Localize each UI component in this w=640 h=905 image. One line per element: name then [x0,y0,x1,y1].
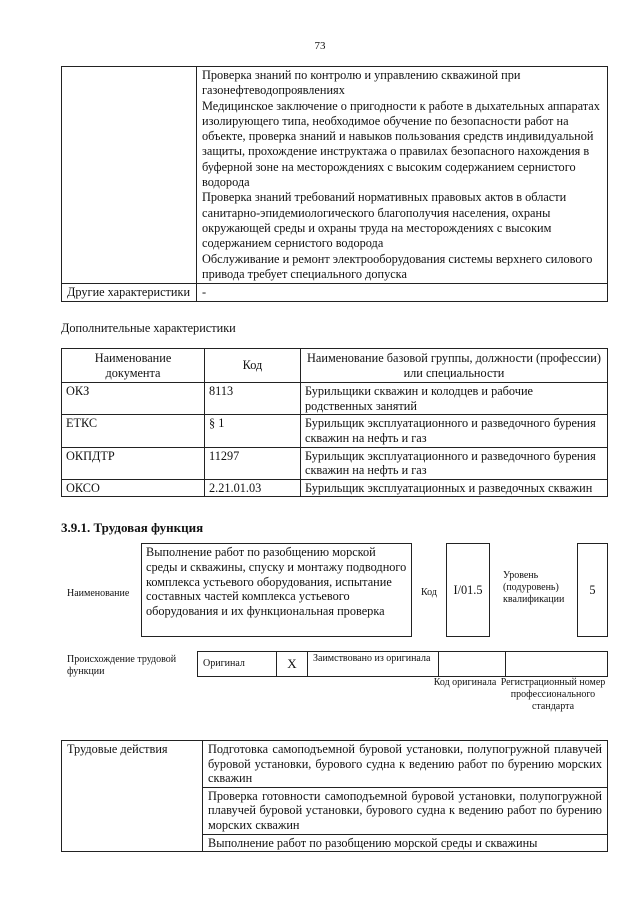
labor-action-item: Выполнение работ по разобщению морской среды и скважины [203,834,608,852]
code-cell: § 1 [205,415,301,447]
additional-characteristics-title: Дополнительные характеристики [61,321,236,335]
origin-label: Происхождение трудовой функции [67,654,177,677]
document-cell: ЕТКС [62,415,205,447]
code-value: I/01.5 [446,543,490,637]
original-mark: X [277,652,308,677]
labor-actions-table [61,740,608,852]
table-row [62,284,608,302]
document-cell: ОКЗ [62,383,205,415]
code-label: Код [421,587,437,598]
group-cell: Бурильщик эксплуатационных и разведочных скважин [301,479,608,497]
table-row [62,479,608,497]
column-header-group: Наименование базовой группы, должности (профессии) или специальности [301,349,608,383]
table-row [62,415,608,447]
borrowed-label: Заимствовано из оригинала [308,652,439,677]
requirements-label-cell [62,67,197,284]
labor-function-name: Выполнение работ по разобщению морской среды и скважины, спуску и монтажу подводного комплекса устьевого оборудования, испытание составных частей комплекса устьевого оборудования и их функциональная проверка [141,543,412,637]
column-header-code: Код [205,349,301,383]
column-header-document: Наименование документа [62,349,205,383]
original-label: Оригинал [198,652,277,677]
labor-action-item: Подготовка самоподъемной буровой установки, полупогружной плавучей буровой установки, бурового судна к ведению работ по бурению морских скважин [203,741,608,788]
other-characteristics-label: Другие характеристики [62,284,197,302]
group-cell: Бурильщик эксплуатационного и разведочного бурения скважин на нефть и газ [301,415,608,447]
requirements-content-cell [197,67,608,284]
group-cell: Бурильщик эксплуатационного и разведочного бурения скважин на нефть и газ [301,447,608,479]
code-cell: 2.21.01.03 [205,479,301,497]
requirement-paragraph: Проверка знаний требований нормативных правовых актов в области санитарно-эпидемиологического благополучия населения, охраны окружающей среды и охраны труда на месторождениях с высоким содержанием сернистого водорода [202,190,567,251]
registration-number-label: Регистрационный номер профессионального стандарта [500,677,606,712]
origin-table [197,651,608,677]
code-original-cell [439,652,506,677]
requirement-paragraph: Обслуживание и ремонт электрооборудования системы верхнего силового привода требует специального допуска [202,251,593,281]
requirement-paragraph: Проверка знаний по контролю и управлению скважиной при газонефтеводопроявлениях [202,68,521,98]
group-cell: Бурильщики скважин и колодцев и рабочие родственных занятий [301,383,608,415]
page-number: 73 [314,40,326,52]
table-header-row [62,349,608,383]
document-cell: ОКПДТР [62,447,205,479]
document-cell: ОКСО [62,479,205,497]
table-row [62,741,608,788]
labor-actions-label: Трудовые действия [62,741,203,852]
other-characteristics-value: - [197,284,608,302]
qualification-level-value: 5 [577,543,608,637]
requirements-table [61,66,608,302]
table-row [62,447,608,479]
additional-characteristics-table [61,348,608,497]
code-original-label: Код оригинала [433,677,497,688]
code-cell: 8113 [205,383,301,415]
labor-action-item: Проверка готовности самоподъемной буровой установки, полупогружной плавучей буровой установки, бурового судна к ведению работ по бурению морских скважин [203,787,608,834]
reg-number-cell [506,652,608,677]
table-row [198,652,608,677]
labor-function-heading: 3.9.1. Трудовая функция [61,520,204,535]
name-label: Наименование [67,588,130,599]
table-row [62,383,608,415]
code-cell: 11297 [205,447,301,479]
table-row [62,67,608,284]
qualification-level-label: Уровень (подуровень) квалификации [503,570,565,605]
requirement-paragraph: Медицинское заключение о пригодности к работе в дыхательных аппаратах изолирующего типа, необходимое обучение по безопасности работ на объекте, проверка знаний и навыков пользования средств индивидуальной защиты, прохождение инструктажа о правилах безопасного нахождения в буферной зоне на месторождениях с высоким содержанием сернистого водорода [202,98,600,190]
